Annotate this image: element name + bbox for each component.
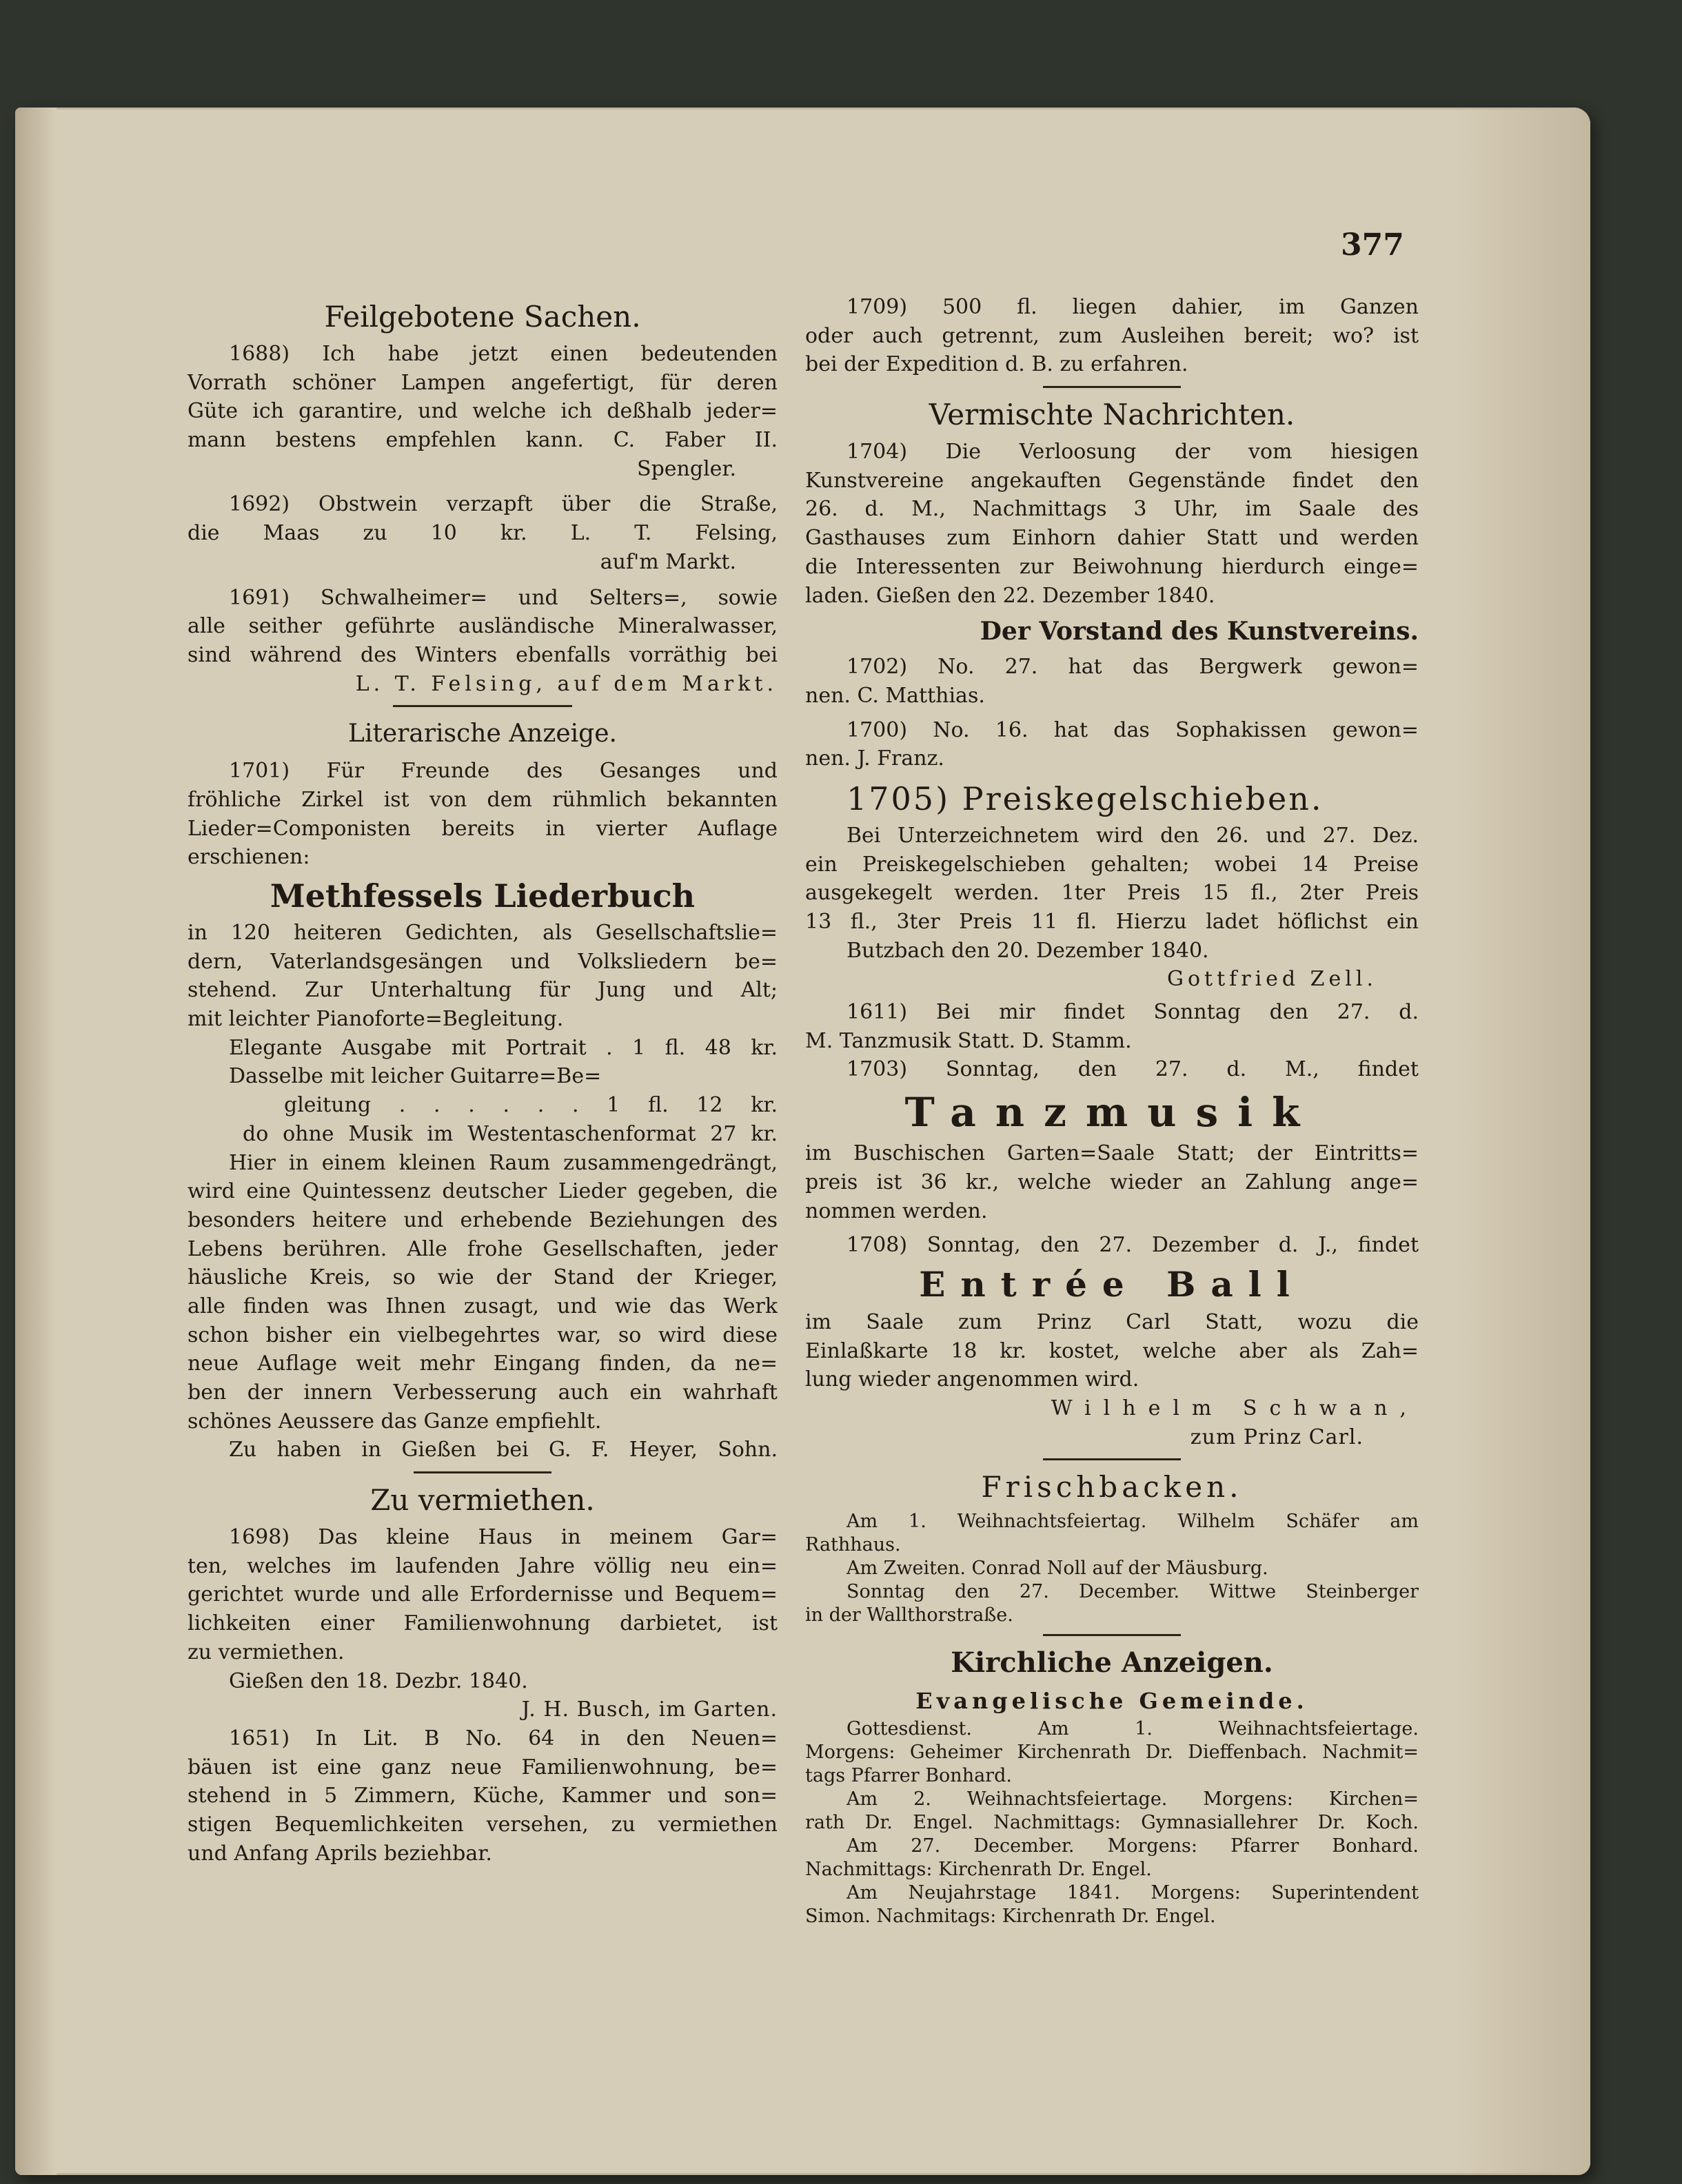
text-line: preis ist 36 kr., welche wieder an Zahlung ange= — [805, 1170, 1419, 1194]
price-line: gleitung . . . . . . 1 fl. 12 kr. — [284, 1093, 778, 1118]
text-line: Sonntag den 27. December. Wittwe Steinberger — [847, 1581, 1419, 1603]
text-line: nen. J. Franz. — [805, 746, 944, 771]
text-line: 1691) Schwalheimer= und Selters=, sowie — [229, 585, 778, 610]
page-fold-shadow — [15, 108, 57, 2175]
text-line: mann bestens empfehlen kann. C. Faber II. — [188, 428, 778, 453]
text-line: dern, Vaterlandsgesängen und Volksliedern be= — [188, 949, 778, 974]
subheading-evangelische: Evangelische Gemeinde. — [915, 1688, 1308, 1715]
text-line: lung wieder angenommen wird. — [805, 1367, 1139, 1392]
heading-frischbacken: Frischbacken. — [981, 1470, 1243, 1504]
text-line: laden. Gießen den 22. Dezember 1840. — [805, 583, 1215, 608]
heading-vermischte: Vermischte Nachrichten. — [929, 398, 1295, 432]
text-line: gerichtet wurde und alle Erfordernisse und Bequem= — [188, 1582, 778, 1607]
text-line: 1692) Obstwein verzapft über die Straße, — [229, 492, 778, 517]
text-line: rath Dr. Engel. Nachmittags: Gymnasiallehrer Dr. Koch. — [805, 1812, 1419, 1834]
text-line: sind während des Winters ebenfalls vorräthig bei — [188, 642, 778, 667]
text-line: bei der Expedition d. B. zu erfahren. — [805, 352, 1188, 377]
text-line: Lieder=Componisten bereits in vierter Auflage — [188, 816, 778, 841]
text-line: Am 1. Weihnachtsfeiertag. Wilhelm Schäfer am — [847, 1511, 1419, 1533]
text-line: Einlaßkarte 18 kr. kostet, welche aber als Zah= — [805, 1338, 1419, 1363]
text-line: oder auch getrennt, zum Ausleihen bereit; wo? ist — [805, 323, 1419, 348]
text-line: Am Neujahrstage 1841. Morgens: Superintendent — [847, 1882, 1419, 1904]
ad-1701 — [188, 757, 778, 1464]
ad-1611 — [805, 998, 1419, 1055]
price-line: Elegante Ausgabe mit Portrait . 1 fl. 48 kr. — [229, 1035, 778, 1060]
text-line: 1700) No. 16. hat das Sophakissen gewon= — [847, 717, 1419, 742]
text-line: stehend in 5 Zimmern, Küche, Kammer und son= — [188, 1784, 778, 1808]
text-line: Simon. Nachmitags: Kirchenrath Dr. Engel. — [805, 1906, 1216, 1928]
heading-zu-vermiethen: Zu vermiethen. — [370, 1483, 595, 1518]
text-line: Butzbach den 20. Dezember 1840. — [847, 938, 1209, 963]
text-line: lichkeiten einer Familienwohnung darbietet, ist — [188, 1611, 778, 1636]
tanzmusik-title: Tanzmusik — [904, 1089, 1319, 1136]
right-column — [805, 293, 1419, 1928]
price-line: do ohne Musik im Westentaschenformat 27 kr. — [243, 1121, 778, 1146]
text-line: stigen Bequemlichkeiten versehen, zu vermiethen — [188, 1812, 778, 1837]
text-line: Vorrath schöner Lampen angefertigt, für deren — [188, 370, 778, 395]
ad-1709 — [805, 293, 1419, 379]
ad-1705 — [805, 779, 1419, 994]
signature: Wilhelm Schwan, — [1051, 1396, 1419, 1420]
text-line: in der Wallthorstraße. — [805, 1604, 1013, 1626]
text-line: Rathhaus. — [805, 1534, 901, 1556]
text-line: Am 2. Weihnachtsfeiertage. Morgens: Kirchen= — [847, 1788, 1419, 1810]
text-line: die Maas zu 10 kr. L. T. Felsing, — [188, 521, 778, 546]
text-line: alle seither geführte ausländische Mineralwasser, — [188, 614, 778, 639]
left-column — [188, 293, 778, 1868]
heading-kirchliche: Kirchliche Anzeigen. — [951, 1646, 1273, 1680]
text-line: Bei Unterzeichnetem wird den 26. und 27. Dez. — [847, 823, 1419, 848]
signature: Spengler. — [637, 456, 736, 481]
text-line: im Buschischen Garten=Saale Statt; der Eintritts= — [805, 1141, 1419, 1166]
text-line: 1702) No. 27. hat das Bergwerk gewon= — [847, 655, 1419, 680]
text-line: 1611) Bei mir findet Sonntag den 27. d. — [847, 1000, 1419, 1025]
text-line: und Anfang Aprils beziehbar. — [188, 1841, 492, 1866]
text-line: fröhliche Zirkel ist von dem rühmlich bekannten — [188, 787, 778, 812]
text-line: wird eine Quintessenz deutscher Lieder gegeben, die — [188, 1179, 778, 1204]
text-line: 26. d. M., Nachmittags 3 Uhr, im Saale des — [805, 497, 1419, 522]
signature: J. H. Busch, im Garten. — [521, 1697, 778, 1722]
signature: auf'm Markt. — [600, 549, 736, 574]
text-line: stehend. Zur Unterhaltung für Jung und Alt; — [188, 978, 778, 1003]
text-line: mit leichter Pianoforte=Begleitung. — [188, 1007, 564, 1032]
text-line: schönes Aeussere das Ganze empfiehlt. — [188, 1409, 602, 1433]
text-line: nen. C. Matthias. — [805, 683, 985, 708]
text-line: ten, welches im laufenden Jahre völlig neu ein= — [188, 1553, 778, 1578]
text-line: 13 fl., 3ter Preis 11 fl. Hierzu ladet höflichst ein — [805, 910, 1419, 934]
ad-1691 — [188, 584, 778, 699]
ad-1692 — [188, 490, 778, 576]
text-line: in 120 heiteren Gedichten, als Gesellschaftslie= — [188, 921, 778, 945]
text-line: tags Pfarrer Bonhard. — [805, 1765, 1012, 1787]
text-line: bäuen ist eine ganz neue Familienwohnung, be= — [188, 1755, 778, 1779]
ad-1698 — [188, 1523, 778, 1724]
text-line: Gottesdienst. Am 1. Weihnachtsfeiertage. — [847, 1718, 1419, 1740]
text-line: ein Preiskegelschieben gehalten; wobei 14 Preise — [805, 852, 1419, 877]
text-line: M. Tanzmusik Statt. D. Stamm. — [805, 1028, 1132, 1053]
ad-1704 — [805, 438, 1419, 649]
text-line: 1703) Sonntag, den 27. d. M., findet — [847, 1057, 1419, 1082]
text-line: Am 27. December. Morgens: Pfarrer Bonhard. — [847, 1835, 1419, 1857]
section-divider — [1043, 1458, 1181, 1460]
text-line: ben der innern Verbesserung auch ein wahrhaft — [188, 1380, 778, 1405]
section-divider — [1043, 1634, 1181, 1636]
text-line: neue Auflage weit mehr Eingang finden, da ne= — [188, 1351, 778, 1376]
section-divider — [393, 705, 572, 707]
text-line: ausgekegelt werden. 1ter Preis 15 fl., 2ter Preis — [805, 881, 1419, 906]
ad-1651 — [188, 1724, 778, 1868]
ad-1703 — [805, 1055, 1419, 1225]
text-line: häusliche Kreis, so wie der Stand der Krieger, — [188, 1265, 778, 1290]
section-divider — [414, 1471, 551, 1473]
text-line: 1698) Das kleine Haus in meinem Gar= — [229, 1525, 778, 1550]
ad-1700 — [805, 716, 1419, 773]
page-edge-tint — [1452, 108, 1590, 2175]
text-line: Lebens berühren. Alle frohe Gesellschaften, jeder — [188, 1236, 778, 1261]
gottesdienst-list — [805, 1717, 1419, 1928]
text-line: Nachmittags: Kirchenrath Dr. Engel. — [805, 1859, 1152, 1881]
section-divider — [1043, 386, 1181, 388]
preiskegel-title: 1705) Preiskegelschieben. — [847, 779, 1324, 817]
signature: Der Vorstand des Kunstvereins. — [980, 617, 1419, 646]
text-line: 1688) Ich habe jetzt einen bedeutenden — [229, 342, 778, 366]
text-line: Güte ich garantire, und welche ich deßhalb jeder= — [188, 399, 778, 424]
text-line: Hier in einem kleinen Raum zusammengedrängt, — [229, 1150, 778, 1175]
text-line: im Saale zum Prinz Carl Statt, wozu die — [805, 1309, 1419, 1334]
page-number: 377 — [1341, 227, 1404, 263]
text-line: erschienen: — [188, 845, 310, 870]
text-line: nommen werden. — [805, 1198, 988, 1223]
text-line: Am Zweiten. Conrad Noll auf der Mäusburg. — [847, 1558, 1268, 1580]
text-line: 1708) Sonntag, den 27. Dezember d. J., findet — [847, 1233, 1419, 1258]
text-line: 1704) Die Verloosung der vom hiesigen — [847, 440, 1419, 465]
text-line: 1651) In Lit. B No. 64 in den Neuen= — [229, 1726, 778, 1751]
ad-1708 — [805, 1231, 1419, 1451]
ad-1702 — [805, 653, 1419, 710]
frischbacken-list — [805, 1510, 1419, 1627]
heading-feilgebotene: Feilgebotene Sachen. — [324, 300, 641, 334]
book-title: Methfessels Liederbuch — [270, 877, 696, 915]
text-line: Morgens: Geheimer Kirchenrath Dr. Dieffenbach. Nachmit= — [805, 1742, 1419, 1764]
text-line: die Interessenten zur Beiwohnung hierdurch einge= — [805, 554, 1419, 579]
price-line: Dasselbe mit leicher Guitarre=Be= — [229, 1064, 602, 1089]
signature: L. T. Felsing, auf dem Markt. — [355, 671, 778, 696]
text-line: Kunstvereine angekauften Gegenstände findet den — [805, 468, 1419, 493]
date-line: Gießen den 18. Dezbr. 1840. — [229, 1668, 528, 1693]
text-line: besonders heitere und erhebende Beziehungen des — [188, 1207, 778, 1232]
text-line: 1701) Für Freunde des Gesanges und — [229, 759, 778, 784]
seller-line: Zu haben in Gießen bei G. F. Heyer, Sohn. — [229, 1438, 778, 1462]
text-line: zu vermiethen. — [188, 1640, 345, 1664]
text-line: alle finden was Ihnen zusagt, und wie das Werk — [188, 1294, 778, 1318]
signature-location: zum Prinz Carl. — [1190, 1425, 1364, 1449]
signature: Gottfried Zell. — [1167, 967, 1377, 992]
heading-literarische: Literarische Anzeige. — [348, 720, 617, 748]
text-line: schon bisher ein vielbegehrtes war, so wird diese — [188, 1323, 778, 1347]
entree-ball-title: Entrée Ball — [919, 1263, 1305, 1305]
text-line: 1709) 500 fl. liegen dahier, im Ganzen — [847, 295, 1419, 319]
text-line: Gasthauses zum Einhorn dahier Statt und werden — [805, 526, 1419, 551]
ad-1688 — [188, 340, 778, 483]
